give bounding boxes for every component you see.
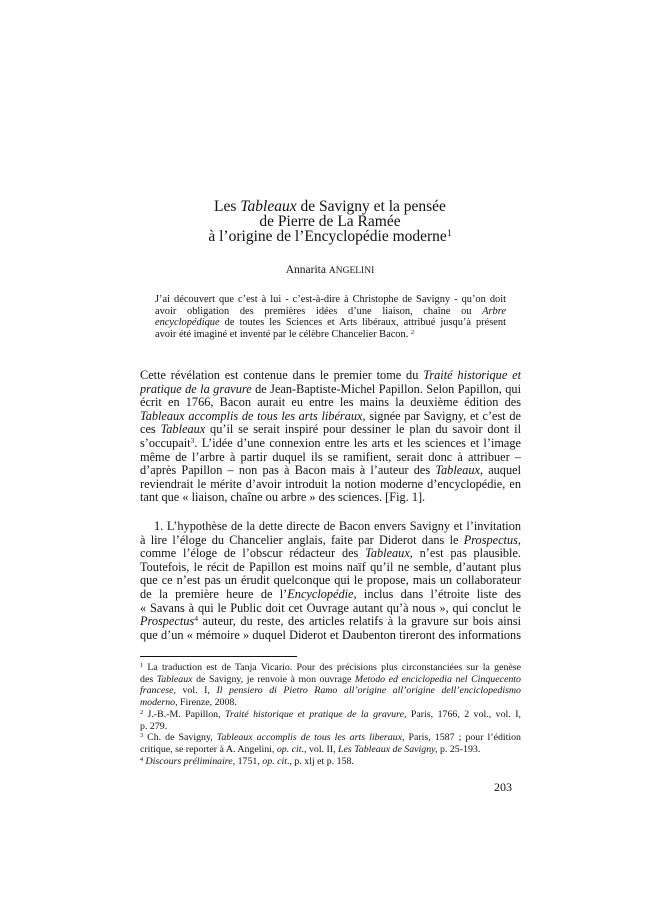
text-run: de Pierre de La Ramée: [259, 213, 401, 231]
text-line: [140, 410, 521, 424]
italic-text: Encyclopédie: [287, 587, 354, 601]
text-line: [140, 534, 521, 548]
italic-text: encyclopédique: [155, 317, 220, 328]
italic-text: Prospectus: [140, 615, 195, 629]
text-run: Toutefois, le récit de Papillon est moins naïf qu’il ne semble, d’autant plus: [140, 560, 521, 574]
text-line: [140, 674, 521, 686]
text-line: [155, 306, 506, 318]
text-run: , signée par Savigny, et c’est de: [362, 409, 521, 423]
text-line: [140, 744, 521, 756]
italic-text: op. cit: [262, 755, 287, 767]
page-number: 203: [494, 780, 512, 794]
author-last-name: ANGELINI: [328, 266, 375, 276]
text-line: [140, 547, 521, 561]
italic-text: Traité historique et: [423, 369, 521, 382]
italic-text: pratique de la gravure: [140, 382, 252, 396]
text-run: à l’origine de l’Encyclopédie moderne: [208, 228, 447, 246]
text-run: , auquel: [479, 464, 521, 478]
text-line: [140, 369, 521, 383]
text-line: [140, 588, 521, 602]
italic-text: Tableaux: [365, 547, 410, 561]
text-line: [140, 709, 521, 721]
text-run: , vol. I,: [173, 685, 217, 697]
text-line: [140, 520, 521, 534]
italic-text: Tableaux: [156, 673, 193, 685]
text-line: [140, 437, 521, 451]
text-run: « Savans à qui le Public doit cet Ouvrage autant qu’à nous », qui conclut le: [140, 601, 521, 615]
text-line: [140, 574, 521, 588]
text-line: [140, 732, 521, 744]
text-run: 1. L’hypothèse de la dette directe de Bacon envers Savigny et l’invitation: [154, 520, 521, 533]
text-line: [140, 629, 521, 643]
text-run: avoir obligation des premières idées d’une liaison, chaîne ou: [155, 305, 483, 317]
text-run: , n’est pas plausible.: [409, 547, 521, 561]
epigraph-quote: [155, 294, 506, 340]
text-run: de Savigny et la pensée: [296, 198, 446, 215]
text-run: ., p. xlj et p. 158.: [286, 755, 354, 767]
text-run: de toutes les Sciences et Arts libéraux, attribué jusqu’à présent: [219, 317, 506, 328]
text-run: même de l’arbre à partir duquel ils se ramifient, serait donc à attribuer –: [140, 450, 521, 464]
text-line: [155, 329, 506, 341]
text-run: La traduction est de Tanja Vicario. Pour des précisions plus circonstanciées sur la genèse: [143, 662, 521, 673]
text-line: [140, 383, 521, 397]
footnote-ref[interactable]: 4: [140, 756, 144, 763]
text-run: de Jean-Baptiste-Michel Papillon. Selon Papillon, qui: [251, 382, 521, 396]
text-run: à lire l’éloge du Chancelier anglais, faite par Diderot dans le: [140, 533, 464, 547]
text-run: , Paris, 1766, 2 vol., vol. I,: [403, 708, 521, 720]
italic-text: op. cit: [276, 743, 302, 755]
text-run: des: [140, 673, 157, 685]
text-run: comme l’éloge de l’obscur rédacteur des: [140, 547, 366, 561]
text-run: Ch. de Savigny,: [143, 732, 217, 744]
footnote-separator: [140, 656, 297, 657]
text-run: Cette révélation est contenue dans le premier tome du: [140, 369, 424, 382]
author-name: [140, 264, 520, 276]
text-run: que ce n’est pas un érudit quelconque qui le propose, mais un collaborateur: [140, 574, 521, 588]
text-line: [140, 214, 520, 229]
italic-text: Tableaux: [435, 464, 480, 478]
author-first-name: Annarita: [285, 264, 326, 276]
text-line: [140, 662, 521, 674]
footnote-ref[interactable]: 3: [140, 733, 144, 740]
text-run: auteur, du reste, des articles relatifs à la gravure sur bois ainsi: [198, 615, 521, 629]
italic-text: francese: [140, 685, 174, 697]
text-run: tant que « liaison, chaîne ou arbre » des sciences. [Fig. 1].: [140, 491, 426, 505]
footnote-ref[interactable]: 2: [410, 328, 415, 336]
text-run: qu’il se serait inspiré pour dessiner le plan du savoir dont il: [205, 423, 521, 437]
text-run: ces: [140, 423, 161, 437]
footnote-ref[interactable]: 4: [194, 615, 199, 624]
text-run: ., vol. II,: [301, 743, 339, 755]
text-line: [140, 199, 520, 214]
text-line: [140, 423, 521, 437]
footnote-ref[interactable]: 1: [446, 228, 452, 240]
italic-text: Il pensiero di Pietro Ramo all’origine all’origine dell’enciclopedismo: [216, 685, 521, 697]
text-run: J.-B.-M. Papillon,: [143, 708, 226, 720]
text-line: [140, 756, 521, 768]
text-run: . L’idée d’une connexion entre les arts et les sciences et l’image: [194, 436, 521, 450]
text-run: avoir été imaginé et inventé par le célèbre Chancelier Bacon.: [155, 328, 411, 340]
text-run: p. 279.: [140, 720, 168, 732]
italic-text: Discours préliminaire: [145, 755, 233, 767]
text-run: , Paris, 1587 ; pour l’édition: [402, 732, 521, 744]
body-paragraph-1: [140, 369, 521, 505]
italic-text: Prospectus: [463, 533, 518, 547]
italic-text: Arbre: [482, 305, 506, 317]
italic-text: Tableaux: [240, 198, 297, 215]
italic-text: moderno: [140, 697, 176, 709]
italic-text: Tableaux accomplis de tous les arts libéraux: [140, 409, 363, 423]
footnote-ref[interactable]: 1: [140, 662, 144, 669]
text-line: [140, 561, 521, 575]
text-line: [140, 697, 521, 709]
text-run: , inclus dans l’étroite liste des: [353, 587, 521, 601]
footnote-ref[interactable]: 3: [190, 436, 195, 446]
text-line: [140, 615, 521, 629]
text-line: [155, 317, 506, 329]
italic-text: Metodo ed enciclopedia nel Cinquecento: [354, 673, 521, 685]
text-run: de la première heure de l’: [140, 587, 288, 601]
text-run: d’après Papillon – non pas à Bacon mais à l’auteur des: [140, 464, 436, 478]
italic-text: Tableaux accomplis de tous les arts liberaux: [216, 732, 402, 744]
footnote-4: [140, 756, 521, 768]
text-run: J’ai découvert que c’est à lui - c’est-à-dire à Christophe de Savigny - qu’on doit: [155, 294, 506, 305]
text-run: , Firenze, 2008.: [175, 697, 237, 709]
italic-text: Les Tableaux de Savigny,: [338, 743, 438, 755]
text-line: [140, 229, 520, 244]
text-line: [155, 294, 506, 306]
text-run: Les: [214, 198, 241, 215]
text-run: reviendrait le mérite d’avoir introduit la notion moderne d’encyclopédie, en: [140, 477, 521, 491]
text-line: [140, 478, 521, 492]
text-line: [140, 685, 521, 697]
article-title: [140, 199, 520, 245]
footnote-ref[interactable]: 2: [140, 709, 144, 716]
text-line: [140, 464, 521, 478]
italic-text: Tableaux: [160, 423, 206, 437]
text-run: de Savigny, je renvoie à mon ouvrage: [192, 673, 355, 685]
text-run: écrit en 1766, Bacon aurait eu entre les mains la deuxième édition des: [140, 396, 521, 410]
footnote-3: [140, 732, 521, 755]
footnote-2: [140, 709, 521, 732]
italic-text: Traité historique et pratique de la gravure: [225, 708, 404, 720]
text-run: que d’un « mémoire » duquel Diderot et Daubenton tireront des informations: [140, 628, 521, 642]
text-run: , 1751,: [232, 755, 263, 767]
footnote-1: [140, 662, 521, 709]
footnotes: [140, 662, 521, 767]
body-paragraph-2: [140, 520, 521, 642]
text-run: s’occupait: [140, 436, 191, 450]
text-line: [140, 396, 521, 410]
text-line: [140, 602, 521, 616]
text-line: [140, 451, 521, 465]
text-run: ,: [517, 533, 521, 547]
text-line: [140, 721, 521, 733]
text-run: p. 25-193.: [437, 743, 481, 755]
text-line: [140, 491, 521, 505]
text-run: critique, se reporter à A. Angelini,: [140, 743, 277, 755]
